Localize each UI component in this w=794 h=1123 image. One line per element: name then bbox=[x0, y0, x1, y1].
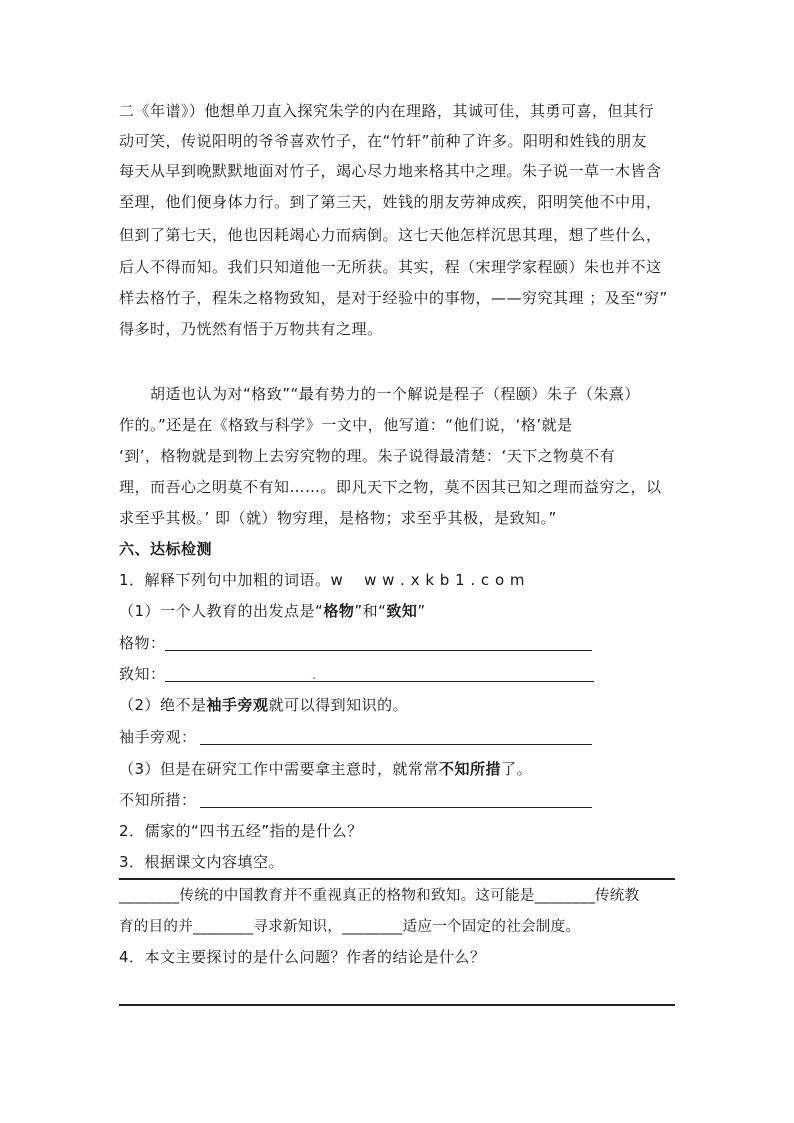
question-1-stem: 1．解释下列句中加粗的词语。w w w . x k b 1 . c o m bbox=[119, 571, 525, 589]
answer-line-gewu[interactable] bbox=[165, 650, 592, 651]
question-4: 4．本文主要探讨的是什么问题？作者的结论是什么？ bbox=[119, 948, 486, 966]
question-1-sentence-2: （2）绝不是袖手旁观就可以得到知识的。 bbox=[119, 696, 409, 714]
fill-blank-line-1[interactable]: ________传统的中国教育并不重视真正的格物和致知。这可能是________传统教 bbox=[119, 888, 640, 904]
paragraph2-line-2: 作的。”还是在《格致与科学》一文中，他写道：“他们说，‘格’就是 bbox=[119, 416, 573, 434]
paragraph2-line-5: 求至乎其极。’ 即（就）物穷理，是格物；求至乎其极，是致知。” bbox=[119, 509, 557, 527]
question-1-sentence-1: （1）一个人教育的出发点是“格物”和“致知” bbox=[119, 602, 426, 620]
answer-label-gewu: 格物： bbox=[119, 634, 166, 652]
stray-dot bbox=[313, 677, 315, 679]
paragraph1-line-5: 但到了第七天，他也因耗竭心力而病倒。这七天他怎样沉思其理，想了些什么， bbox=[119, 226, 662, 244]
answer-label-xiushou: 袖手旁观： bbox=[119, 728, 197, 746]
paragraph1-line-4: 至理，他们便身体力行。到了第三天，姓钱的朋友劳神成疾，阳明笑他不中用， bbox=[119, 193, 662, 211]
answer-label-buzhi: 不知所措： bbox=[119, 791, 197, 809]
paragraph1-line-6: 后人不得而知。我们只知道他一无所获。其实，程（宋理学家程颐）朱也并不这 bbox=[119, 258, 662, 276]
answer-rule-q3 bbox=[119, 878, 675, 880]
paragraph2-line-4: 理，而吾心之明莫不有知……。即凡天下之物，莫不因其已知之理而益穷之，以 bbox=[119, 478, 662, 496]
answer-line-buzhi[interactable] bbox=[200, 807, 592, 808]
question-3-stem: 3．根据课文内容填空。 bbox=[119, 853, 285, 871]
paragraph1-line-1: 二《年谱》）他想单刀直入探究朱学的内在理路，其诚可佳，其勇可喜，但其行 bbox=[119, 102, 655, 120]
section-title: 六、达标检测 bbox=[119, 540, 213, 558]
paragraph1-line-3: 每天从早到晚默默地面对竹子，竭心尽力地来格其中之理。朱子说一草一木皆含 bbox=[119, 162, 662, 180]
fill-blank-line-2[interactable]: 育的目的并________寻求新知识，________适应一个固定的社会制度。 bbox=[119, 919, 581, 935]
answer-line-xiushou[interactable] bbox=[200, 744, 592, 745]
paragraph1-line-2: 动可笑，传说阳明的爷爷喜欢竹子，在“竹轩”前种了许多。阳明和姓钱的朋友 bbox=[119, 132, 648, 150]
answer-line-zhizhi[interactable] bbox=[165, 681, 594, 682]
paragraph1-line-7: 样去格竹子，程朱之格物致知，是对于经验中的事物，——穷究其理 ；及至“穷” bbox=[119, 289, 668, 307]
paragraph2-line-1: 胡适也认为对“格致”“最有势力的一个解说是程子（程颐）朱子（朱熹） bbox=[119, 385, 640, 403]
question-1-sentence-3: （3）但是在研究工作中需要拿主意时，就常常不知所措了。 bbox=[119, 760, 533, 778]
answer-rule-q4[interactable] bbox=[119, 1004, 675, 1006]
paragraph1-line-8: 得多时，乃恍然有悟于万物共有之理。 bbox=[119, 320, 383, 338]
answer-label-zhizhi: 致知： bbox=[119, 665, 166, 683]
question-2: 2．儒家的“四书五经”指的是什么？ bbox=[119, 822, 363, 840]
paragraph2-line-3: ‘到’，格物就是到物上去穷究物的理。朱子说得最清楚：‘天下之物莫不有 bbox=[119, 447, 616, 465]
